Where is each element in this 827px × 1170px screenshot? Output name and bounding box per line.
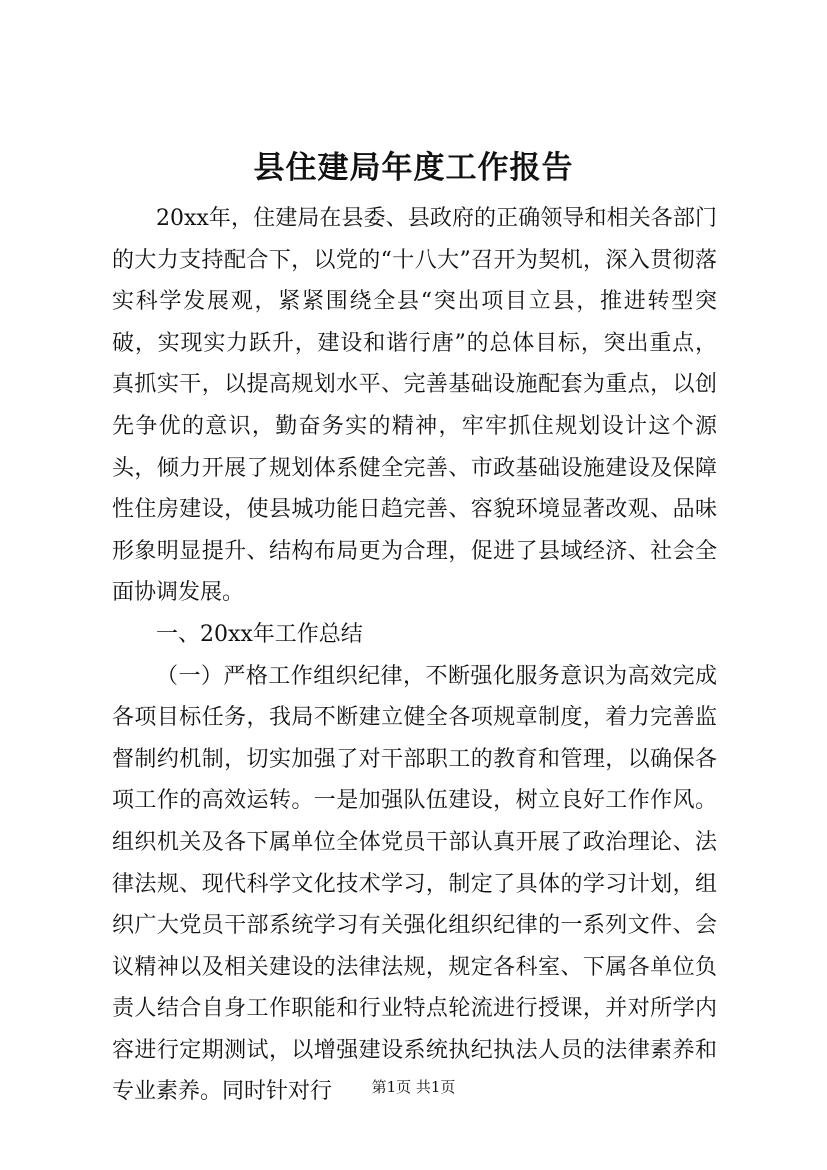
section-heading: 一、20xx年工作总结 [156, 621, 363, 647]
document-body [112, 198, 717, 1113]
page-number-footer: 第1页 共1页 [371, 1078, 456, 1096]
paragraph-discipline: （一）严格工作组织纪律，不断强化服务意识为高效完成各项目标任务，我局不断建立健全各项规章制度，着力完善监督制约机制，切实加强了对干部职工的教育和管理，以确保各项工作的高效运转。一是加强队伍建设，树立良好工作作风。组织机关及各下属单位全体党员干部认真开展了政治理论、法律法规、现代科学文化技术学习，制定了具体的学习计划，组织广大党员干部系统学习有关强化组织纪律的一系列文件、会议精神以及相关建设的法律法规，规定各科室、下属各单位负责人结合自身工作职能和行业特点轮流进行授课，并对所学内容进行定期测试，以增强建设系统执纪执法人员的法律素养和专业素养。同时针对行 [112, 663, 717, 1105]
document-title: 县住建局年度工作报告 [253, 150, 574, 186]
paragraph-intro: 20xx年，住建局在县委、县政府的正确领导和相关各部门的大力支持配合下，以党的“十八大”召开为契机，深入贯彻落实科学发展观，紧紧围绕全县“突出项目立县，推进转型突破，实现实力跃升，建设和谐行唐”的总体目标，突出重点，真抓实干，以提高规划水平、完善基础设施配套为重点，以创先争优的意识，勤奋务实的精神，牢牢抓住规划设计这个源头，倾力开展了规划体系健全完善、市政基础设施建设及保障性住房建设，使县城功能日趋完善、容貌环境显著改观、品味形象明显提升、结构布局更为合理，促进了县域经济、社会全面协调发展。 [112, 206, 717, 606]
